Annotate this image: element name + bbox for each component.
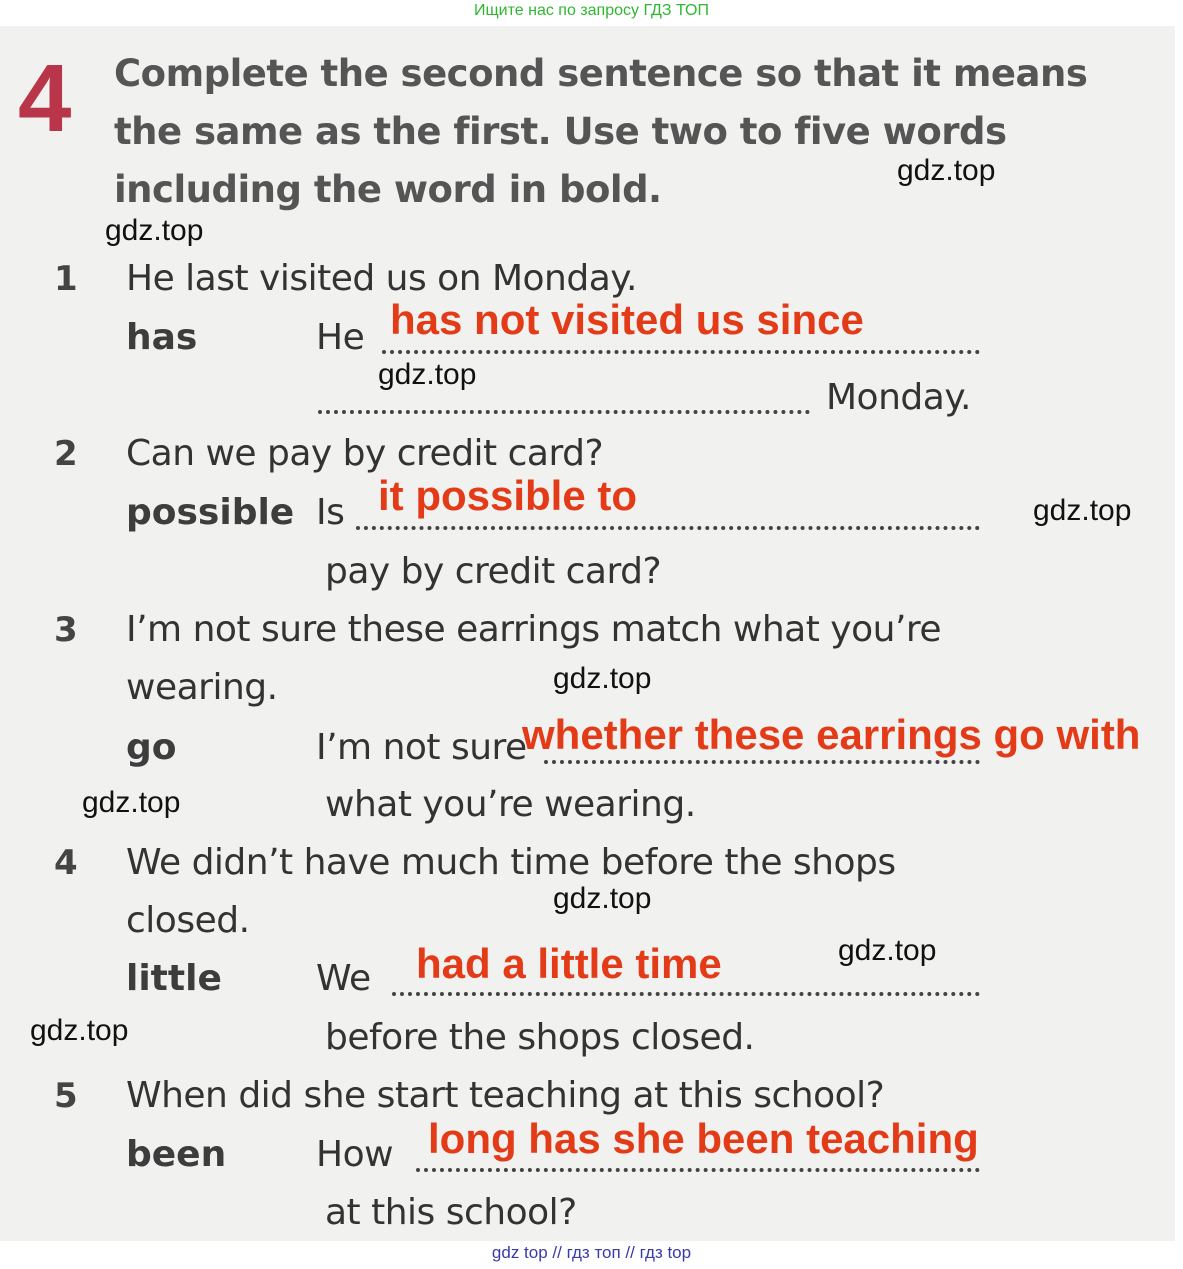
item-1-sentence: He last visited us on Monday. (126, 258, 637, 299)
item-2-answer-line (356, 520, 980, 530)
footer-banner: gdz top // гдз топ // гдз top (491, 1243, 692, 1262)
item-1-answer-line-2 (318, 404, 810, 414)
item-4-answer: had a little time (416, 940, 722, 987)
item-5-ending: at this school? (325, 1192, 577, 1233)
instruction-line-2: the same as the first. Use two to five words (114, 110, 1007, 153)
watermark: gdz.top (30, 1014, 129, 1047)
watermark: gdz.top (1033, 494, 1132, 527)
watermark: gdz.top (838, 934, 937, 967)
item-4-ending: before the shops closed. (325, 1017, 755, 1058)
header-banner: Ищите нас по запросу ГДЗ ТОП (474, 2, 709, 19)
item-2-ending: pay by credit card? (325, 551, 662, 592)
item-1-ending: Monday. (826, 377, 971, 418)
item-4-keyword: little (126, 958, 222, 999)
item-1-answer: has not visited us since (390, 296, 864, 343)
item-3-sentence-line-1: I’m not sure these earrings match what you’re (126, 609, 942, 650)
watermark: gdz.top (553, 882, 652, 915)
watermark: gdz.top (897, 154, 996, 187)
item-2-answer: it possible to (378, 472, 638, 519)
item-1-lead-in: He (316, 317, 365, 358)
item-5-lead-in: How (316, 1134, 394, 1175)
item-1-answer-line-1 (382, 344, 980, 354)
item-3-lead-in: I’m not sure (316, 727, 527, 768)
watermark: gdz.top (105, 214, 204, 247)
item-3-answer: whether these earrings go with (522, 711, 1141, 758)
watermark: gdz.top (378, 358, 477, 391)
item-4-number: 4 (54, 843, 78, 883)
item-2-number: 2 (54, 434, 78, 474)
item-3-keyword: go (126, 727, 177, 768)
exercise-number: 4 (18, 45, 72, 152)
item-5-answer-line (416, 1162, 980, 1172)
item-2-lead-in: Is (316, 492, 345, 533)
item-3-number: 3 (54, 610, 78, 650)
item-2-keyword: possible (126, 492, 295, 533)
watermark: gdz.top (82, 786, 181, 819)
instruction-line-3: including the word in bold. (114, 168, 662, 211)
item-4-sentence-line-2: closed. (126, 900, 250, 941)
item-1-keyword: has (126, 317, 198, 358)
item-3-ending: what you’re wearing. (325, 784, 696, 825)
item-5-number: 5 (54, 1076, 78, 1116)
item-5-keyword: been (126, 1134, 227, 1175)
item-3-sentence-line-2: wearing. (126, 667, 278, 708)
item-1-number: 1 (54, 259, 78, 299)
item-4-lead-in: We (316, 958, 371, 999)
item-2-sentence: Can we pay by credit card? (126, 433, 604, 474)
item-4-sentence-line-1: We didn’t have much time before the shops (126, 842, 896, 883)
item-5-sentence: When did she start teaching at this school? (126, 1075, 885, 1116)
instruction-line-1: Complete the second sentence so that it means (114, 52, 1088, 95)
watermark: gdz.top (553, 662, 652, 695)
item-5-answer: long has she been teaching (428, 1115, 979, 1162)
